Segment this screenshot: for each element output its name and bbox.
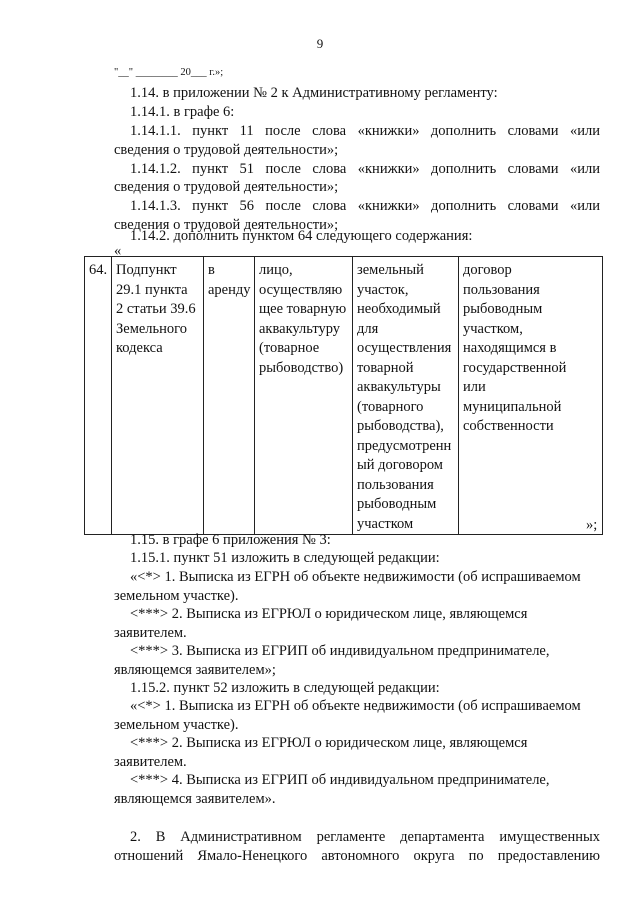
paragraph-1-14-1: 1.14.1. в графе 6: bbox=[130, 104, 235, 120]
item-1-15-1-egrn: «<*> 1. Выписка из ЕГРН об объекте недвижимости (об испрашиваемом bbox=[130, 569, 581, 585]
table-row bbox=[85, 257, 603, 535]
paragraph-1-14-1-2-cont: сведения о трудовой деятельности»; bbox=[114, 179, 339, 195]
paragraph-1-14-1-1: 1.14.1.1. пункт 11 после слова «книжки» дополнить словами «или bbox=[130, 123, 600, 139]
item-1-15-1-egrul: <***> 2. Выписка из ЕГРЮЛ о юридическом лице, являющемся bbox=[130, 606, 528, 622]
paragraph-1-14-1-3: 1.14.1.3. пункт 56 после слова «книжки» дополнить словами «или bbox=[130, 198, 600, 214]
item-1-15-1-egrn-cont: земельном участке). bbox=[114, 588, 239, 604]
table-cell-applicant: лицо, осуществляю щее товарную аквакультуру (товарное рыбоводство) bbox=[255, 257, 353, 535]
close-quote: »; bbox=[586, 517, 598, 533]
table-cell-number: 64. bbox=[85, 257, 112, 535]
item-1-15-2-egrn-cont: земельном участке). bbox=[114, 717, 239, 733]
item-1-15-1-egrip-cont: являющемся заявителем»; bbox=[114, 662, 276, 678]
item-1-15-2-egrul-cont: заявителем. bbox=[114, 754, 187, 770]
table-cell-document: договор пользования рыбоводным участком, находящимся в государственной или муниципальной собственности bbox=[459, 257, 603, 535]
paragraph-1-14-2: 1.14.2. дополнить пунктом 64 следующего содержания: bbox=[130, 228, 473, 244]
paragraph-1-14: 1.14. в приложении № 2 к Административному регламенту: bbox=[130, 85, 498, 101]
paragraph-1-15-1: 1.15.1. пункт 51 изложить в следующей редакции: bbox=[130, 550, 440, 566]
section-2-line-1: 2. В Административном регламенте департамента имущественных bbox=[130, 829, 600, 845]
paragraph-1-15-2: 1.15.2. пункт 52 изложить в следующей редакции: bbox=[130, 680, 440, 696]
item-1-15-2-egrn: «<*> 1. Выписка из ЕГРН об объекте недвижимости (об испрашиваемом bbox=[130, 698, 581, 714]
paragraph-1-14-1-3-cont: сведения о трудовой деятельности»; bbox=[114, 217, 339, 233]
page-number: 9 bbox=[316, 36, 324, 51]
item-1-15-2-egrul: <***> 2. Выписка из ЕГРЮЛ о юридическом лице, являющемся bbox=[130, 735, 528, 751]
section-2-line-2: отношений Ямало-Ненецкого автономного округа по предоставлению bbox=[114, 848, 600, 864]
amendment-table bbox=[84, 256, 603, 535]
table-cell-land-plot: земельный участок, необходимый для осуществления товарной аквакультуры (товарного рыбоводства), предусмотренн ый договором пользования рыбоводным участком bbox=[353, 257, 459, 535]
table-cell-legal-basis: Подпункт 29.1 пункта 2 статьи 39.6 Земельного кодекса bbox=[112, 257, 204, 535]
paragraph-1-14-1-1-cont: сведения о трудовой деятельности»; bbox=[114, 142, 339, 158]
date-placeholder: "__" ________ 20___ г.»; bbox=[114, 67, 224, 78]
item-1-15-2-egrip: <***> 4. Выписка из ЕГРИП об индивидуальном предпринимателе, bbox=[130, 772, 550, 788]
item-1-15-1-egrul-cont: заявителем. bbox=[114, 625, 187, 641]
paragraph-1-15: 1.15. в графе 6 приложения № 3: bbox=[130, 532, 331, 548]
open-quote: « bbox=[114, 243, 122, 259]
paragraph-1-14-1-2: 1.14.1.2. пункт 51 после слова «книжки» дополнить словами «или bbox=[130, 161, 600, 177]
item-1-15-2-egrip-cont: являющемся заявителем». bbox=[114, 791, 276, 807]
table-cell-right-type: в аренду bbox=[204, 257, 255, 535]
item-1-15-1-egrip: <***> 3. Выписка из ЕГРИП об индивидуальном предпринимателе, bbox=[130, 643, 550, 659]
